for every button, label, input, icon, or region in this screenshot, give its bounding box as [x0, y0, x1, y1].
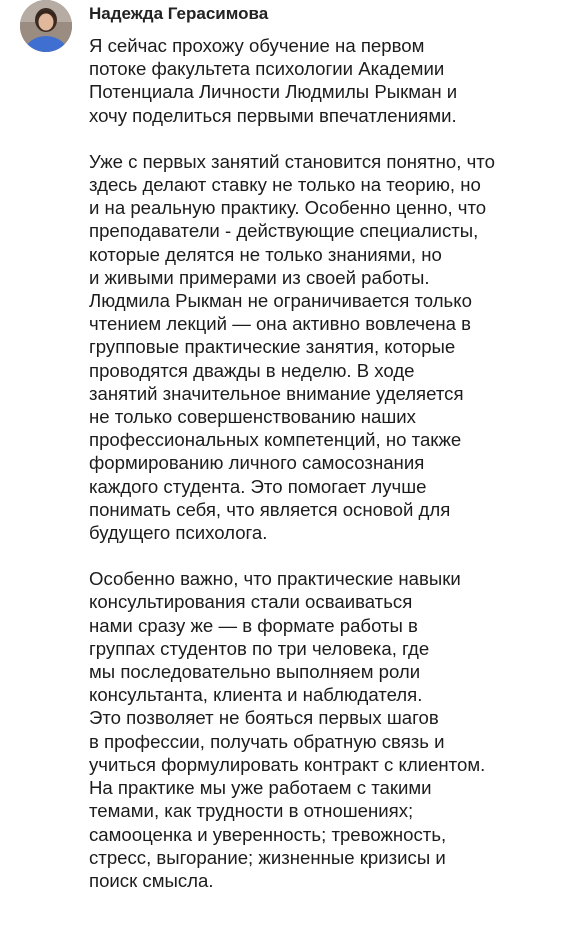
- comment-paragraph-3: [89, 567, 564, 892]
- paragraph-spacer: [89, 544, 564, 567]
- comment-line: и на реальную практику. Особенно ценно, что: [89, 197, 487, 219]
- comment-line: Потенциала Личности Людмилы Рыкман и: [89, 81, 458, 103]
- comment-line: Я сейчас прохожу обучение на первом: [89, 35, 425, 56]
- comment-line: и живыми примерами из своей работы.: [89, 266, 430, 288]
- comment-line: консультирования стали осваиваться: [89, 591, 413, 613]
- comment-line: Это позволяет не бояться первых шагов: [89, 707, 439, 729]
- comment-line: консультанта, клиента и наблюдателя.: [89, 684, 423, 706]
- comment-line: преподаватели - действующие специалисты,: [89, 220, 479, 242]
- comment-line: темами, как трудности в отношениях;: [89, 800, 414, 822]
- comment-line: понимать себя, что является основой для: [89, 498, 451, 520]
- comment-body: [89, 34, 564, 892]
- comment-line: профессиональных компетенций, но также: [89, 429, 462, 451]
- avatar[interactable]: [20, 0, 72, 52]
- comment-line: чтением лекций — она активно вовлечена в: [89, 313, 472, 335]
- comment-line: здесь делают ставку не только на теорию, но: [89, 174, 481, 196]
- comment-line: Особенно важно, что практические навыки: [89, 568, 461, 590]
- comment-line: стресс, выгорание; жизненные кризисы и: [89, 846, 446, 868]
- comment-line: которые делятся не только знаниями, но: [89, 243, 442, 265]
- comment-line: занятий значительное внимание уделяется: [89, 382, 464, 404]
- comment-paragraph-1: [89, 34, 564, 127]
- comment-line: потоке факультета психологии Академии: [89, 58, 445, 80]
- comment-line: каждого студента. Это помогает лучше: [89, 475, 427, 497]
- comment-line: в профессии, получать обратную связь и: [89, 730, 445, 752]
- comment-line: нами сразу же — в формате работы в: [89, 614, 418, 636]
- comment-line: будущего психолога.: [89, 522, 268, 544]
- comment-line: Людмила Рыкман не ограничивается только: [89, 290, 472, 312]
- comment-line: группах студентов по три человека, где: [89, 637, 430, 659]
- comment-paragraph-2: [89, 150, 564, 544]
- comment-line: учиться формулировать контракт с клиентом.: [89, 753, 486, 775]
- user-avatar-icon: [20, 0, 72, 52]
- comment-line: На практике мы уже работаем с такими: [89, 777, 432, 799]
- comment-line: мы последовательно выполняем роли: [89, 661, 421, 683]
- comment-line: формированию личного самосознания: [89, 452, 425, 474]
- comment-line: поиск смысла.: [89, 869, 214, 891]
- comment-line: хочу поделиться первыми впечатлениями.: [89, 104, 457, 126]
- comment-line: Уже с первых занятий становится понятно, что: [89, 150, 495, 172]
- comment-line: не только совершенствованию наших: [89, 406, 416, 428]
- comment-line: самооценка и уверенность; тревожность,: [89, 823, 447, 845]
- comment-line: групповые практические занятия, которые: [89, 336, 456, 358]
- author-name[interactable]: Надежда Герасимова: [89, 4, 269, 23]
- comment-line: проводятся дважды в неделю. В ходе: [89, 359, 415, 381]
- paragraph-spacer: [89, 127, 564, 150]
